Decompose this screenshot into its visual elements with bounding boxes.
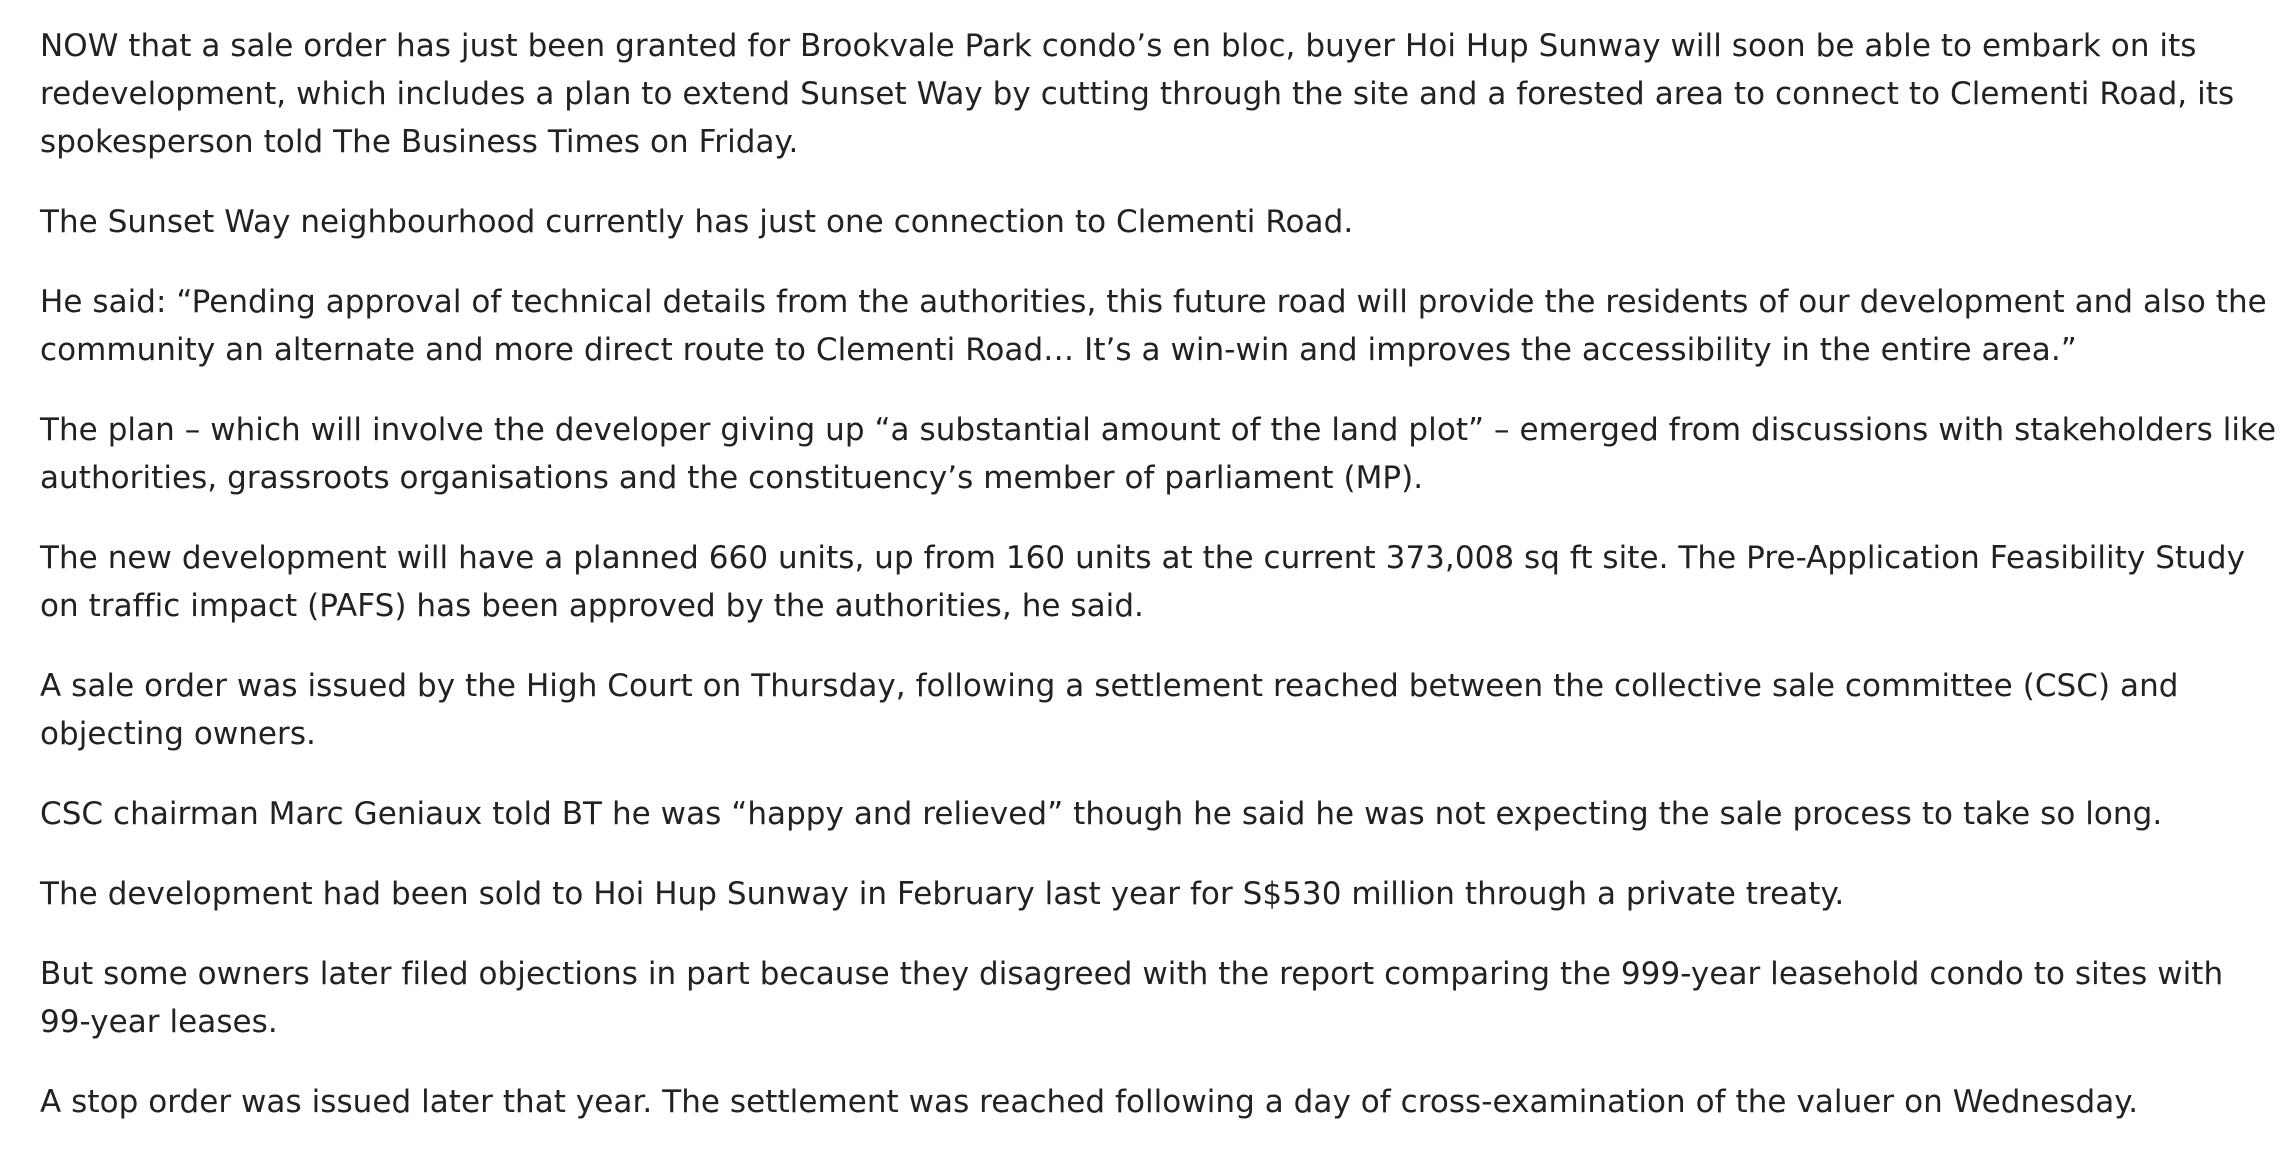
article-body (40, 22, 2280, 1158)
article-paragraph: He said: “Pending approval of technical details from the authorities, this future road will provide the residents of our development and also the community an alternate and more direct route to Clementi Road… It’s a win-win and improves the accessibility in the entire area.” (40, 284, 2267, 368)
article-paragraph: The Sunset Way neighbourhood currently has just one connection to Clementi Road. (40, 204, 1354, 240)
article-paragraph: The plan – which will involve the developer giving up “a substantial amount of the land plot” – emerged from discussions with stakeholders like authorities, grassroots organisations and the constituency’s member of parliament (MP). (40, 412, 2277, 496)
article-paragraph: A stop order was issued later that year. The settlement was reached following a day of cross-examination of the valuer on Wednesday. (40, 1084, 2139, 1120)
article-paragraph: But some owners later filed objections in part because they disagreed with the report comparing the 999-year leasehold condo to sites with 99-year leases. (40, 956, 2224, 1040)
article-paragraph: NOW that a sale order has just been granted for Brookvale Park condo’s en bloc, buyer Hoi Hup Sunway will soon be able to embark on its redevelopment, which includes a plan to extend Sunset Way by cutting through the site and a forested area to connect to Clementi Road, its spokesperson told The Business Times on Friday. (40, 28, 2235, 160)
article-paragraph: A sale order was issued by the High Court on Thursday, following a settlement reached between the collective sale committee (CSC) and objecting owners. (40, 668, 2179, 752)
article-paragraph: CSC chairman Marc Geniaux told BT he was “happy and relieved” though he said he was not expecting the sale process to take so long. (40, 796, 2163, 832)
article-paragraph: The new development will have a planned 660 units, up from 160 units at the current 373,008 sq ft site. The Pre-Application Feasibility Study on traffic impact (PAFS) has been approved by the authorities, he said. (40, 540, 2245, 624)
article-paragraph: The development had been sold to Hoi Hup Sunway in February last year for S$530 million through a private treaty. (40, 876, 1845, 912)
